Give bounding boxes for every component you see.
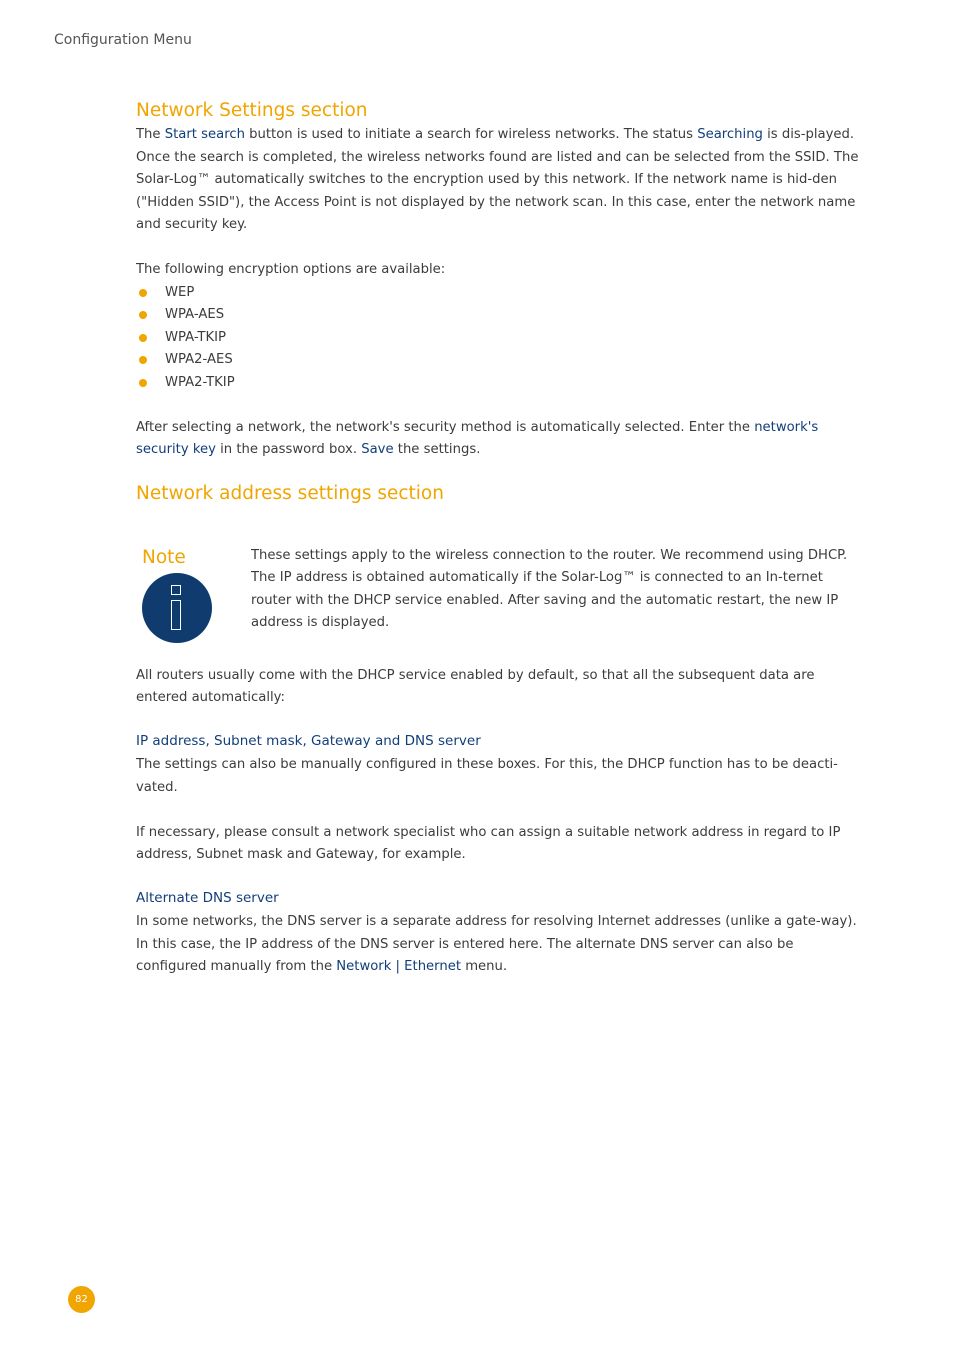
searching-term: Searching: [697, 127, 763, 142]
section-heading-network-address: Network address settings section: [136, 482, 444, 504]
subheading-alternate-dns: Alternate DNS server: [136, 889, 279, 906]
save-term: Save: [361, 442, 394, 457]
note-text: These settings apply to the wireless connection to the router. We recommend using DHCP. The IP address is obtained automatically if the Solar-Log™ is connected to an In-ternet router with the DHCP service enabled. After saving and the automatic restart, the new IP address is displayed.: [251, 547, 848, 630]
list-item: WPA2-AES: [136, 349, 864, 372]
paragraph-security-key: After selecting a network, the network's security method is automatically selected. Enter the network's security key in the password box. Save the settings.: [136, 419, 819, 457]
subheading-ip-address: IP address, Subnet mask, Gateway and DNS server: [136, 732, 481, 749]
section-heading-network-settings: Network Settings section: [136, 100, 368, 121]
network-ethernet-term: Network | Ethernet: [336, 959, 461, 974]
list-item: WPA-TKIP: [136, 327, 864, 350]
list-item: WPA-AES: [136, 304, 864, 327]
paragraph-manual-config: The settings can also be manually configured in these boxes. For this, the DHCP function has to be deacti-vated.: [136, 757, 838, 795]
encryption-options-list: [136, 282, 864, 395]
running-header: Configuration Menu: [54, 32, 192, 48]
start-search-term: Start search: [164, 127, 245, 142]
note-box: [136, 545, 864, 657]
note-label: Note: [142, 546, 186, 568]
paragraph-start-search: The Start search button is used to initiate a search for wireless networks. The status Searching is dis-played.: [136, 127, 855, 142]
paragraph-alternate-dns: In some networks, the DNS server is a separate address for resolving Internet addresses (unlike a gate-way). In this case, the IP address of the DNS server is entered here. The alternate DNS server can also be configured manually from the Network | Ethernet menu.: [136, 914, 857, 974]
security-key-term: network's security key: [136, 419, 819, 457]
paragraph-search-complete: Once the search is completed, the wireless networks found are listed and can be selected from the SSID. The Solar-Log™ automatically switches to the encryption used by this network. If the network name is hid-den ("Hidden SSID"), the Access Point is not displayed by the network scan. In this case, enter the network name and security key.: [136, 149, 859, 232]
page-content: [136, 98, 864, 979]
paragraph-network-specialist: If necessary, please consult a network specialist who can assign a suitable network address in regard to IP address, Subnet mask and Gateway, for example.: [136, 824, 841, 862]
page-number-badge: 82: [68, 1286, 95, 1313]
list-item: WPA2-TKIP: [136, 372, 864, 395]
paragraph-encryption-intro: The following encryption options are available:: [136, 262, 446, 277]
paragraph-dhcp-default: All routers usually come with the DHCP service enabled by default, so that all the subsequent data are entered automatically:: [136, 667, 815, 705]
list-item: WEP: [136, 282, 864, 305]
info-icon: [142, 573, 212, 643]
